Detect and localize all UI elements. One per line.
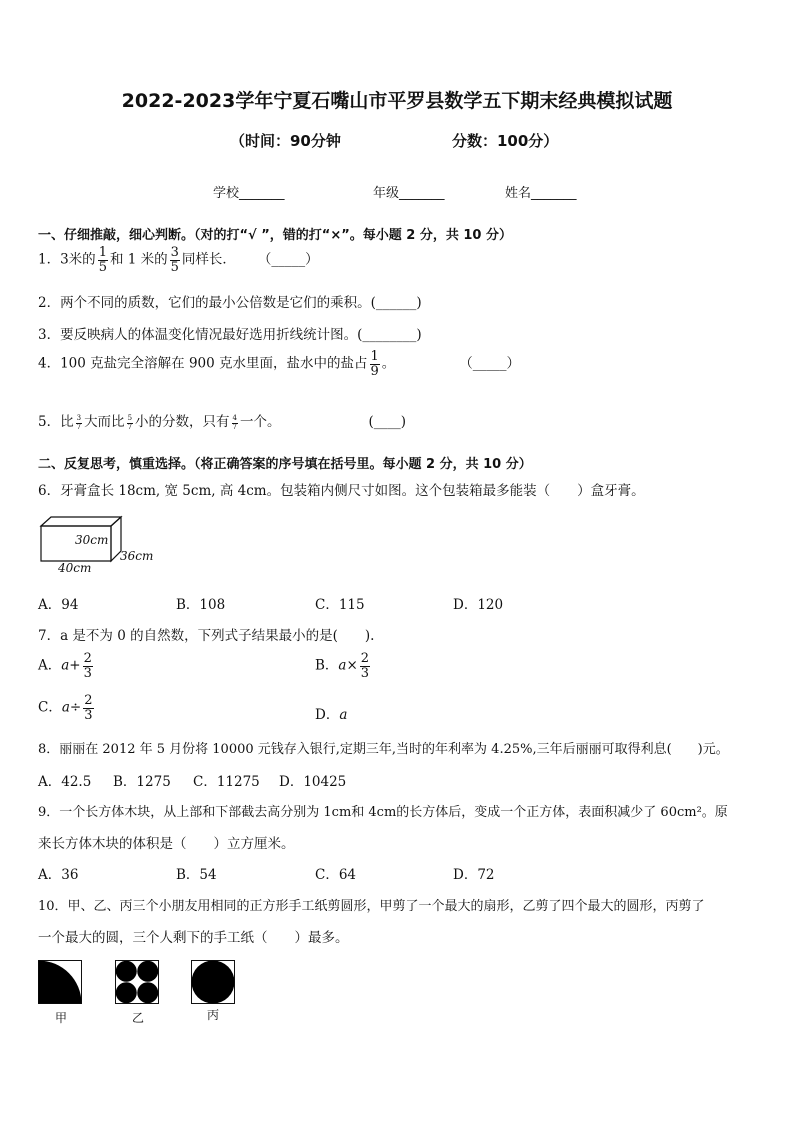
section-1-heading: 一、仔细推敲，细心判断。（对的打“√ ”，错的打“×”。每小题 2 分，共 10 分） <box>38 228 513 243</box>
question-1: 1．3米的 $\frac{1}{5}$ 和 1 米的 $\frac{3}{5}$ 同样长． （_____） <box>38 245 319 275</box>
page-title: 2022-2023学年宁夏石嘴山市平罗县数学五下期末经典模拟试题 <box>121 90 673 112</box>
fraction: $\frac{1}{9}$ <box>370 349 379 379</box>
fraction: $\frac{3}{5}$ <box>170 245 179 275</box>
quarter-circle-figure <box>38 960 82 1004</box>
q7-option-c[interactable]: C．a÷ $\frac{2}{3}$ <box>38 693 93 723</box>
section-2-heading: 二、反复思考，慎重选择。（将正确答案的序号填在括号里。每小题 2 分，共 10 分） <box>38 457 532 472</box>
fraction: $\frac{5}{7}$ <box>127 413 133 431</box>
q8-option-a[interactable]: A．42.5 <box>38 774 92 790</box>
box-label-front: 30cm <box>75 533 109 547</box>
grade-field: 年级_______ <box>373 186 445 201</box>
box-label-side: 36cm <box>120 549 154 563</box>
fraction: $\frac{1}{5}$ <box>98 245 107 275</box>
question-10-line-2: 一个最大的圆，三个人剩下的手工纸（ ）最多。 <box>38 930 349 946</box>
fraction: $\frac{2}{3}$ <box>83 651 92 681</box>
question-9-line-2: 来长方体木块的体积是（ ）立方厘米。 <box>38 836 295 852</box>
q6-option-a[interactable]: A．94 <box>38 597 79 613</box>
box-top-face <box>41 517 121 526</box>
question-4: 4．100 克盐完全溶解在 900 克水里面，盐水中的盐占 $\frac{1}{9}$ 。 （_____） <box>38 349 521 379</box>
q8-option-b[interactable]: B．1275 <box>113 774 171 790</box>
question-5: 5．比 $\frac{3}{7}$ 大而比 $\frac{5}{7}$ 小的分数，只有 $\frac{4}{7}$ 一个。 (____) <box>38 413 407 431</box>
q6-option-c[interactable]: C．115 <box>315 597 365 613</box>
q8-option-d[interactable]: D．10425 <box>279 774 347 790</box>
q9-option-d[interactable]: D．72 <box>453 867 495 883</box>
name-field: 姓名_______ <box>505 186 577 201</box>
figure-label-bing: 丙 <box>207 1008 220 1022</box>
fraction: $\frac{4}{7}$ <box>232 413 237 431</box>
q9-option-b[interactable]: B．54 <box>176 867 217 883</box>
q6-option-d[interactable]: D．120 <box>453 597 504 613</box>
figure-label-yi: 乙 <box>132 1011 145 1025</box>
fraction: $\frac{2}{3}$ <box>360 651 370 681</box>
school-field: 学校_______ <box>213 186 285 201</box>
q6-option-b[interactable]: B．108 <box>176 597 226 613</box>
one-circle-figure <box>191 960 235 1004</box>
fraction: $\frac{2}{3}$ <box>84 693 93 723</box>
q7-option-a[interactable]: A．a+ $\frac{2}{3}$ <box>38 651 92 681</box>
question-7: 7．a 是不为 0 的自然数，下列式子结果最小的是( ). <box>38 628 375 644</box>
fraction: $\frac{3}{7}$ <box>76 413 82 431</box>
q8-option-c[interactable]: C．11275 <box>193 774 260 790</box>
q9-option-a[interactable]: A．36 <box>38 867 79 883</box>
question-8: 8．丽丽在 2012 年 5 月份将 10000 元钱存入银行,定期三年,当时的年利率为 4.25%,三年后丽丽可取得利息( )元。 <box>38 742 729 757</box>
figure-label-jia: 甲 <box>55 1011 68 1025</box>
q7-option-b[interactable]: B．a× $\frac{2}{3}$ <box>315 651 370 681</box>
score-label: 分数：100分） <box>452 132 559 150</box>
answer-blank[interactable]: （_____） <box>459 355 521 372</box>
question-6: 6．牙膏盒长 18cm, 宽 5cm, 高 4cm。包装箱内侧尺寸如图。这个包装箱最多能装（ ）盒牙膏。 <box>38 483 645 499</box>
time-label: （时间：90分钟 <box>230 132 341 150</box>
question-10-line-1: 10．甲、乙、丙三个小朋友用相同的正方形手工纸剪圆形，甲剪了一个最大的扇形，乙剪了四个最大的圆形，丙剪了 <box>38 899 705 914</box>
question-2: 2．两个不同的质数，它们的最小公倍数是它们的乘积。(______) <box>38 295 422 311</box>
question-9-line-1: 9．一个长方体木块，从上部和下部截去高分别为 1cm和 4cm的长方体后，变成一个正方体，表面积减少了 60cm²。原 <box>38 805 728 820</box>
answer-blank[interactable]: (____) <box>368 414 407 430</box>
question-3: 3．要反映病人的体温变化情况最好选用折线统计图。(________) <box>38 327 422 343</box>
q9-option-c[interactable]: C．64 <box>315 867 357 883</box>
four-circles-figure <box>115 960 159 1004</box>
box-label-bottom: 40cm <box>58 561 92 575</box>
answer-blank[interactable]: （_____） <box>257 251 319 268</box>
q7-option-d[interactable]: D．a <box>315 707 348 723</box>
